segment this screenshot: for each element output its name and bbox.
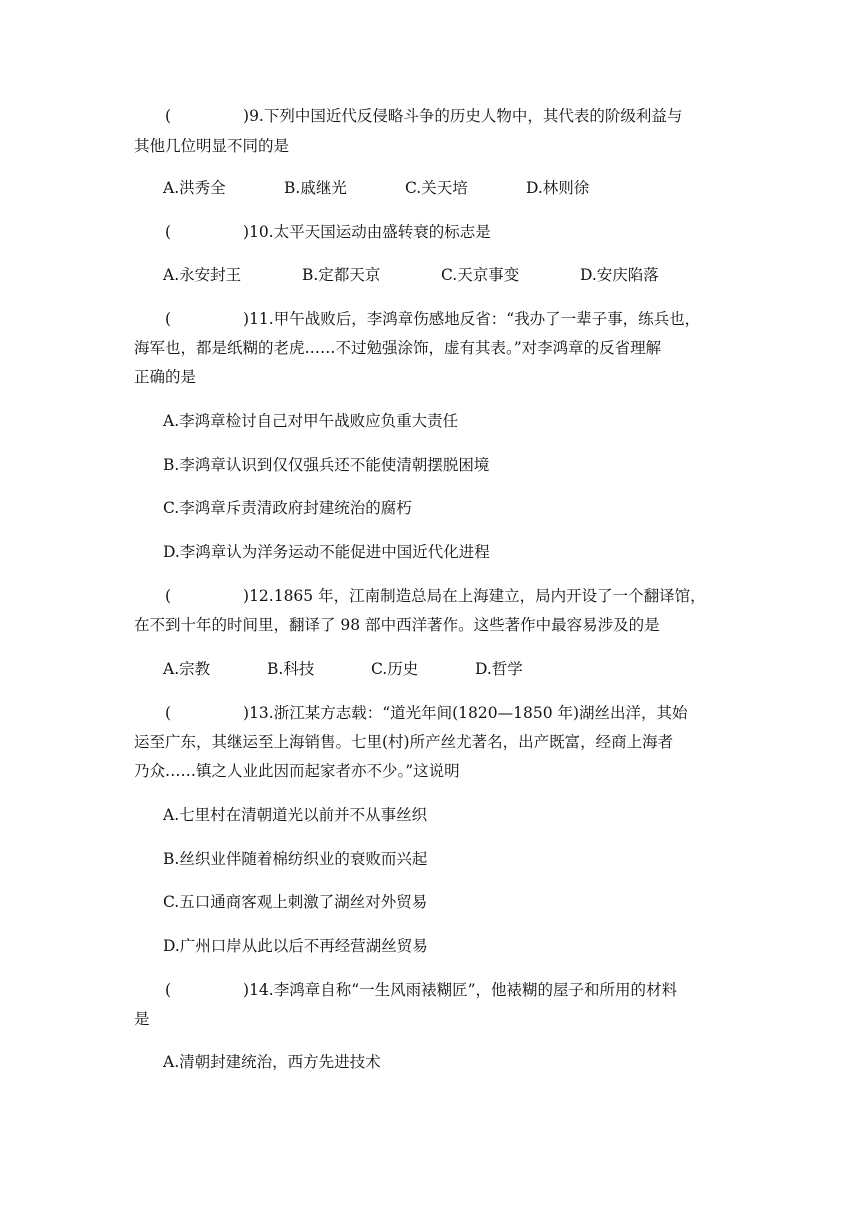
- answer-blank: (: [165, 223, 172, 241]
- question-9-options: [163, 177, 589, 199]
- question-12-stem-line-2: 在不到十年的时间里，翻译了 98 部中西洋著作。这些著作中最容易涉及的是: [134, 616, 660, 634]
- option-c: C.历史: [371, 660, 419, 678]
- question-11-option-a: A.李鸿章检讨自己对甲午战败应负重大责任: [163, 412, 459, 430]
- option-d: D.哲学: [475, 660, 523, 678]
- answer-blank: (: [165, 704, 172, 722]
- question-13-option-a: A.七里村在清朝道光以前并不从事丝织: [163, 806, 428, 824]
- option-c: C.关天培: [405, 179, 468, 197]
- question-10-options: [163, 264, 659, 286]
- question-10-stem-line-1: ( )10.太平天国运动由盛转衰的标志是: [165, 223, 491, 241]
- question-13-stem-line-2: 运至广东，其继运至上海销售。七里(村)所产丝尤著名，出产既富，经商上海者: [134, 733, 674, 751]
- option-a: A.宗教: [163, 660, 211, 678]
- question-14-option-a: A.清朝封建统治，西方先进技术: [163, 1053, 381, 1071]
- answer-blank: (: [165, 107, 172, 125]
- question-13-option-b: B.丝织业伴随着棉纺织业的衰败而兴起: [163, 850, 428, 868]
- question-9-stem-line-2: 其他几位明显不同的是: [134, 137, 290, 155]
- question-11-stem-line-1: ( )11.甲午战败后，李鸿章伤感地反省：“我办了一辈子事，练兵也，: [165, 310, 701, 328]
- option-d: D.安庆陷落: [580, 266, 659, 284]
- option-b: B.科技: [267, 660, 315, 678]
- option-b: B.戚继光: [284, 179, 347, 197]
- option-a: A.洪秀全: [163, 179, 226, 197]
- question-11-option-b: B.李鸿章认识到仅仅强兵还不能使清朝摆脱困境: [163, 456, 490, 474]
- option-d: D.林则徐: [526, 179, 590, 197]
- question-12-options: [163, 658, 523, 680]
- question-11-option-d: D.李鸿章认为洋务运动不能促进中国近代化进程: [163, 543, 490, 561]
- question-14-stem-line-1: ( )14.李鸿章自称“一生风雨裱糊匠”，他裱糊的屋子和所用的材料: [165, 981, 678, 999]
- option-b: B.定都天京: [302, 266, 381, 284]
- question-13-option-d: D.广州口岸从此以后不再经营湖丝贸易: [163, 937, 428, 955]
- question-13-option-c: C.五口通商客观上刺激了湖丝对外贸易: [163, 893, 428, 911]
- question-9-stem-line-1: ( )9.下列中国近代反侵略斗争的历史人物中，其代表的阶级利益与: [165, 107, 683, 125]
- answer-blank: (: [165, 981, 172, 999]
- question-12-stem-line-1: ( )12.1865 年，江南制造总局在上海建立，局内开设了一个翻译馆，: [165, 587, 706, 605]
- question-11-option-c: C.李鸿章斥责清政府封建统治的腐朽: [163, 499, 412, 517]
- question-11-stem-line-3: 正确的是: [134, 368, 197, 386]
- answer-blank: (: [165, 310, 172, 328]
- question-13-stem-line-3: 乃众……镇之人业此因而起家者亦不少。”这说明: [134, 762, 460, 780]
- question-13-stem-line-1: ( )13.浙江某方志载：“道光年间(1820—1850 年)湖丝出洋，其始: [165, 704, 688, 722]
- question-14-stem-line-2: 是: [134, 1010, 150, 1028]
- answer-blank: (: [165, 587, 172, 605]
- question-11-stem-line-2: 海军也，都是纸糊的老虎……不过勉强涂饰，虚有其表。”对李鸿章的反省理解: [134, 339, 662, 357]
- option-a: A.永安封王: [163, 266, 242, 284]
- option-c: C.天京事变: [441, 266, 520, 284]
